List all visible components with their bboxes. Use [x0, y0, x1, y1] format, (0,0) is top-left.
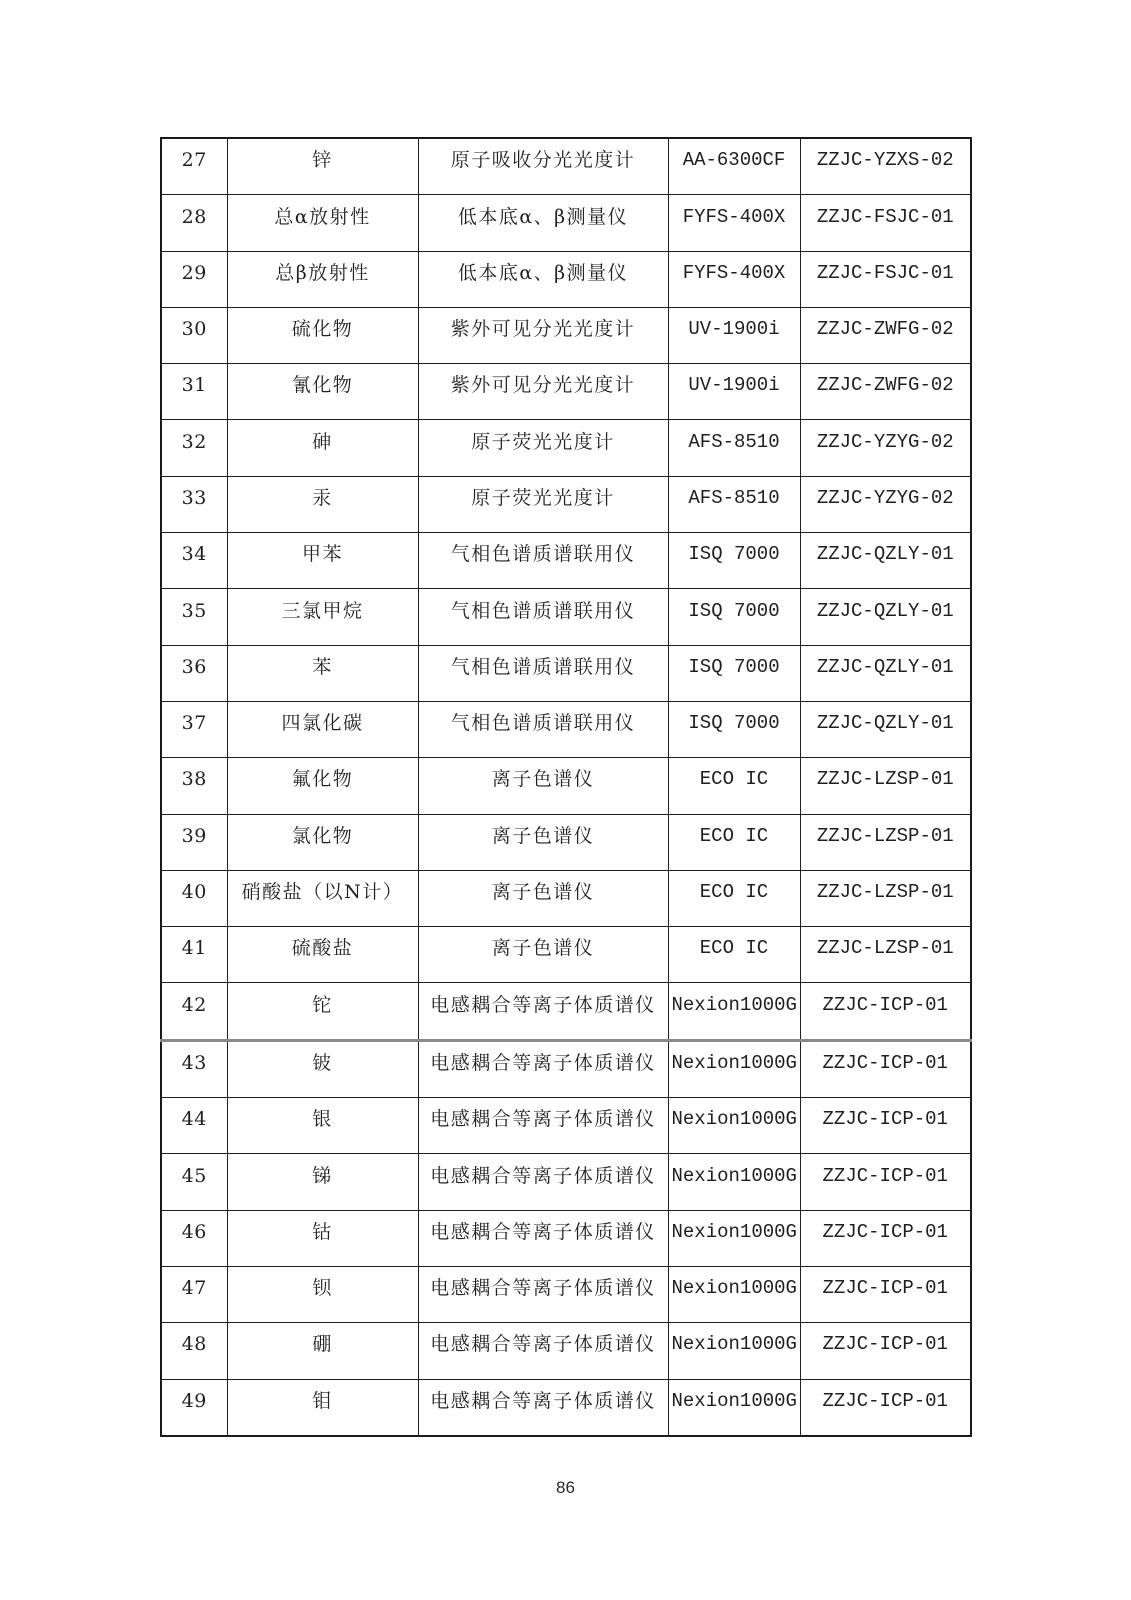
cell-parameter: 硼	[227, 1323, 418, 1379]
table-row	[161, 476, 971, 532]
table-row	[161, 195, 971, 251]
cell-code: ZZJC-ICP-01	[800, 1210, 971, 1266]
cell-parameter: 氟化物	[227, 758, 418, 814]
cell-code: ZZJC-ZWFG-02	[800, 307, 971, 363]
table-row	[161, 814, 971, 870]
cell-parameter: 甲苯	[227, 533, 418, 589]
cell-index: 46	[161, 1210, 227, 1266]
cell-code: ZZJC-ICP-01	[800, 1154, 971, 1210]
cell-index: 38	[161, 758, 227, 814]
cell-index: 31	[161, 364, 227, 420]
table-row	[161, 1379, 971, 1436]
cell-instrument: 离子色谱仪	[418, 758, 668, 814]
table-row	[161, 1154, 971, 1210]
cell-instrument: 电感耦合等离子体质谱仪	[418, 1323, 668, 1379]
cell-instrument: 气相色谱质谱联用仪	[418, 645, 668, 701]
cell-code: ZZJC-QZLY-01	[800, 701, 971, 757]
cell-index: 30	[161, 307, 227, 363]
cell-instrument: 电感耦合等离子体质谱仪	[418, 1210, 668, 1266]
cell-instrument: 电感耦合等离子体质谱仪	[418, 1266, 668, 1322]
cell-instrument: 低本底α、β测量仪	[418, 195, 668, 251]
table-row	[161, 983, 971, 1040]
cell-index: 35	[161, 589, 227, 645]
cell-parameter: 钼	[227, 1379, 418, 1436]
cell-index: 27	[161, 138, 227, 195]
cell-code: ZZJC-YZXS-02	[800, 138, 971, 195]
cell-parameter: 钡	[227, 1266, 418, 1322]
cell-index: 33	[161, 476, 227, 532]
cell-model: ECO IC	[668, 870, 800, 926]
cell-parameter: 总β放射性	[227, 251, 418, 307]
cell-instrument: 电感耦合等离子体质谱仪	[418, 1379, 668, 1436]
table-row	[161, 589, 971, 645]
cell-index: 39	[161, 814, 227, 870]
table-row	[161, 870, 971, 926]
cell-code: ZZJC-YZYG-02	[800, 476, 971, 532]
cell-model: FYFS-400X	[668, 251, 800, 307]
equipment-table-body	[161, 138, 971, 1436]
cell-parameter: 锌	[227, 138, 418, 195]
cell-index: 36	[161, 645, 227, 701]
table-row	[161, 758, 971, 814]
cell-model: ISQ 7000	[668, 589, 800, 645]
table-row	[161, 927, 971, 983]
table-row	[161, 1098, 971, 1154]
cell-model: ECO IC	[668, 814, 800, 870]
cell-code: ZZJC-FSJC-01	[800, 195, 971, 251]
cell-model: ISQ 7000	[668, 701, 800, 757]
cell-index: 45	[161, 1154, 227, 1210]
cell-parameter: 硫酸盐	[227, 927, 418, 983]
table-row	[161, 420, 971, 476]
cell-instrument: 离子色谱仪	[418, 870, 668, 926]
cell-model: Nexion1000G	[668, 1323, 800, 1379]
cell-model: AA-6300CF	[668, 138, 800, 195]
cell-instrument: 紫外可见分光光度计	[418, 307, 668, 363]
table-row	[161, 701, 971, 757]
cell-instrument: 电感耦合等离子体质谱仪	[418, 1098, 668, 1154]
cell-index: 48	[161, 1323, 227, 1379]
cell-instrument: 紫外可见分光光度计	[418, 364, 668, 420]
cell-code: ZZJC-QZLY-01	[800, 589, 971, 645]
table-row	[161, 364, 971, 420]
table-row	[161, 251, 971, 307]
cell-code: ZZJC-ICP-01	[800, 1379, 971, 1436]
cell-model: UV-1900i	[668, 364, 800, 420]
cell-code: ZZJC-LZSP-01	[800, 927, 971, 983]
cell-model: Nexion1000G	[668, 1154, 800, 1210]
table-row	[161, 533, 971, 589]
cell-instrument: 离子色谱仪	[418, 814, 668, 870]
cell-parameter: 总α放射性	[227, 195, 418, 251]
cell-index: 34	[161, 533, 227, 589]
cell-index: 37	[161, 701, 227, 757]
table-row	[161, 307, 971, 363]
cell-instrument: 离子色谱仪	[418, 927, 668, 983]
cell-code: ZZJC-QZLY-01	[800, 533, 971, 589]
cell-model: UV-1900i	[668, 307, 800, 363]
cell-code: ZZJC-ICP-01	[800, 1323, 971, 1379]
cell-instrument: 原子荧光光度计	[418, 420, 668, 476]
cell-instrument: 气相色谱质谱联用仪	[418, 589, 668, 645]
cell-index: 40	[161, 870, 227, 926]
cell-parameter: 三氯甲烷	[227, 589, 418, 645]
cell-parameter: 砷	[227, 420, 418, 476]
cell-index: 43	[161, 1040, 227, 1097]
cell-index: 28	[161, 195, 227, 251]
cell-model: ECO IC	[668, 927, 800, 983]
cell-parameter: 钴	[227, 1210, 418, 1266]
cell-instrument: 原子荧光光度计	[418, 476, 668, 532]
table-row	[161, 1323, 971, 1379]
cell-parameter: 锑	[227, 1154, 418, 1210]
cell-code: ZZJC-QZLY-01	[800, 645, 971, 701]
page-number: 86	[556, 1478, 575, 1497]
cell-model: Nexion1000G	[668, 1040, 800, 1097]
cell-instrument: 气相色谱质谱联用仪	[418, 701, 668, 757]
cell-parameter: 苯	[227, 645, 418, 701]
cell-parameter: 硫化物	[227, 307, 418, 363]
cell-instrument: 电感耦合等离子体质谱仪	[418, 983, 668, 1040]
equipment-table	[160, 137, 972, 1437]
cell-model: Nexion1000G	[668, 1379, 800, 1436]
cell-model: Nexion1000G	[668, 1098, 800, 1154]
cell-code: ZZJC-LZSP-01	[800, 758, 971, 814]
cell-instrument: 原子吸收分光光度计	[418, 138, 668, 195]
cell-model: FYFS-400X	[668, 195, 800, 251]
table-row	[161, 1266, 971, 1322]
cell-instrument: 电感耦合等离子体质谱仪	[418, 1154, 668, 1210]
cell-model: AFS-8510	[668, 476, 800, 532]
cell-code: ZZJC-ICP-01	[800, 1266, 971, 1322]
cell-parameter: 铍	[227, 1040, 418, 1097]
cell-index: 44	[161, 1098, 227, 1154]
cell-code: ZZJC-ICP-01	[800, 983, 971, 1040]
cell-index: 42	[161, 983, 227, 1040]
cell-index: 47	[161, 1266, 227, 1322]
cell-model: AFS-8510	[668, 420, 800, 476]
cell-code: ZZJC-FSJC-01	[800, 251, 971, 307]
cell-model: ISQ 7000	[668, 533, 800, 589]
cell-model: Nexion1000G	[668, 1210, 800, 1266]
cell-instrument: 气相色谱质谱联用仪	[418, 533, 668, 589]
cell-index: 49	[161, 1379, 227, 1436]
cell-parameter: 铊	[227, 983, 418, 1040]
table-row	[161, 645, 971, 701]
table-row	[161, 1210, 971, 1266]
cell-instrument: 低本底α、β测量仪	[418, 251, 668, 307]
cell-parameter: 氰化物	[227, 364, 418, 420]
cell-index: 32	[161, 420, 227, 476]
cell-model: Nexion1000G	[668, 983, 800, 1040]
cell-index: 41	[161, 927, 227, 983]
cell-parameter: 银	[227, 1098, 418, 1154]
cell-parameter: 汞	[227, 476, 418, 532]
cell-code: ZZJC-LZSP-01	[800, 814, 971, 870]
cell-instrument: 电感耦合等离子体质谱仪	[418, 1040, 668, 1097]
cell-code: ZZJC-ZWFG-02	[800, 364, 971, 420]
cell-code: ZZJC-ICP-01	[800, 1098, 971, 1154]
cell-model: Nexion1000G	[668, 1266, 800, 1322]
cell-parameter: 硝酸盐（以N计）	[227, 870, 418, 926]
cell-model: ISQ 7000	[668, 645, 800, 701]
cell-parameter: 氯化物	[227, 814, 418, 870]
cell-code: ZZJC-ICP-01	[800, 1040, 971, 1097]
cell-model: ECO IC	[668, 758, 800, 814]
cell-code: ZZJC-YZYG-02	[800, 420, 971, 476]
cell-code: ZZJC-LZSP-01	[800, 870, 971, 926]
table-row	[161, 138, 971, 195]
table-row	[161, 1040, 971, 1097]
cell-index: 29	[161, 251, 227, 307]
cell-parameter: 四氯化碳	[227, 701, 418, 757]
